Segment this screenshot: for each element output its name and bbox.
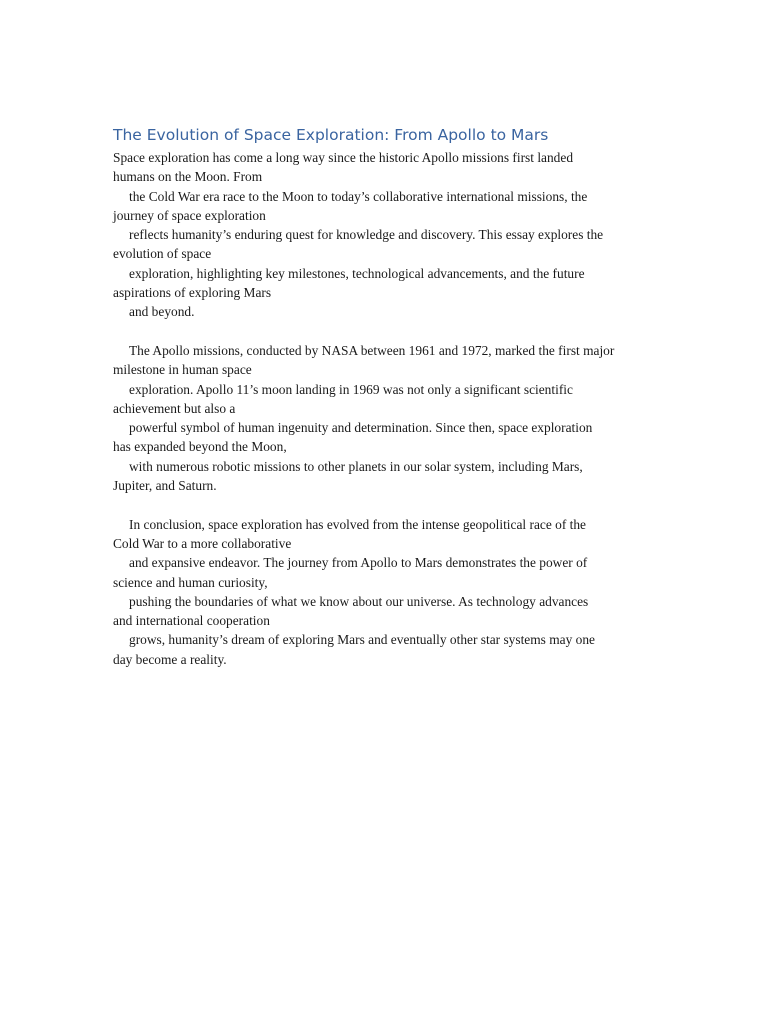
text-line: In conclusion, space exploration has evolved from the intense geopolitical race of the [129, 516, 586, 532]
text-line: exploration. Apollo 11’s moon landing in 1969 was not only a significant scientific [129, 381, 573, 397]
text-line: journey of space exploration [113, 207, 266, 223]
text-line: achievement but also a [113, 400, 236, 416]
paragraph-spacer [113, 322, 673, 341]
text-line: science and human curiosity, [113, 574, 268, 590]
text-line: evolution of space [113, 246, 212, 262]
document-title: The Evolution of Space Exploration: From Apollo to Mars [113, 126, 549, 144]
text-line: and beyond. [129, 304, 195, 320]
text-line: and expansive endeavor. The journey from Apollo to Mars demonstrates the power of [129, 555, 588, 571]
text-line: and international cooperation [113, 613, 270, 629]
text-line: has expanded beyond the Moon, [113, 439, 287, 455]
text-line: The Apollo missions, conducted by NASA between 1961 and 1972, marked the first major [129, 342, 615, 358]
text-line: day become a reality. [113, 651, 227, 667]
paragraph-apollo [113, 341, 673, 495]
text-line: grows, humanity’s dream of exploring Mars and eventually other star systems may one [129, 632, 595, 648]
text-line: humans on the Moon. From [113, 169, 263, 185]
document-body [113, 148, 673, 669]
text-line: exploration, highlighting key milestones, technological advancements, and the future [129, 265, 585, 281]
text-line: pushing the boundaries of what we know about our universe. As technology advances [129, 593, 589, 609]
paragraph-conclusion [113, 515, 673, 669]
text-line: Jupiter, and Saturn. [113, 478, 217, 494]
text-line: milestone in human space [113, 362, 252, 378]
text-line: powerful symbol of human ingenuity and determination. Since then, space exploration [129, 420, 593, 436]
text-line: with numerous robotic missions to other planets in our solar system, including Mars, [129, 458, 583, 474]
text-line: reflects humanity’s enduring quest for knowledge and discovery. This essay explores the [129, 227, 604, 243]
paragraph-intro [113, 148, 673, 322]
text-line: the Cold War era race to the Moon to today’s collaborative international missions, the [129, 188, 588, 204]
text-line: aspirations of exploring Mars [113, 285, 272, 301]
text-line: Cold War to a more collaborative [113, 535, 292, 551]
text-line: Space exploration has come a long way since the historic Apollo missions first landed [113, 150, 574, 165]
paragraph-spacer [113, 495, 673, 514]
